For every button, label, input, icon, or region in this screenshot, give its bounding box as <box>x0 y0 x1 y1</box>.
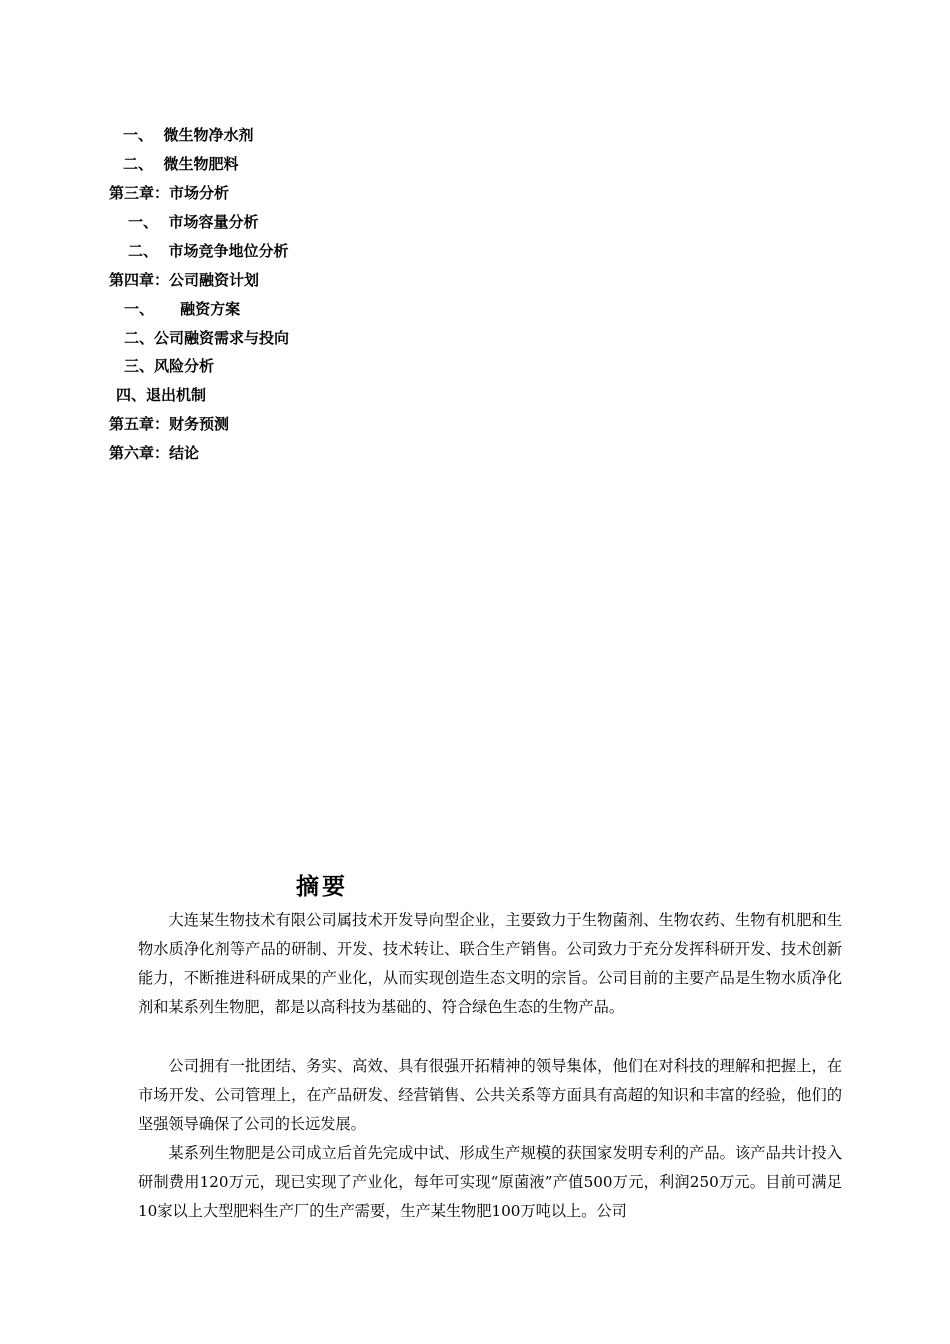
toc-chapter: 第三章：市场分析 <box>109 184 230 202</box>
abstract-paragraph: 公司拥有一批团结、务实、高效、具有很强开拓精神的领导集体，他们在对科技的理解和把握上，在市场开发、公司管理上，在产品研发、经营销售、公共关系等方面具有高超的知识和丰富的经验，他们的坚强领导确保了公司的长远发展。 <box>138 1057 842 1133</box>
abstract-title: 摘要 <box>296 874 348 900</box>
toc-item: 二、 微生物肥料 <box>123 155 239 173</box>
toc-item: 一、 市场容量分析 <box>128 213 259 231</box>
toc-chapter: 第六章：结论 <box>109 444 200 462</box>
abstract-paragraph: 大连某生物技术有限公司属技术开发导向型企业，主要致力于生物菌剂、生物农药、生物有机肥和生物水质净化剂等产品的研制、开发、技术转让、联合生产销售。公司致力于充分发挥科研开发、技术创新能力，不断推进科研成果的产业化，从而实现创造生态文明的宗旨。公司目前的主要产品是生物水质净化剂和某系列生物肥，都是以高科技为基础的、符合绿色生态的生物产品。 <box>138 911 842 1016</box>
toc-item: 四、退出机制 <box>116 386 207 404</box>
toc-chapter: 第四章：公司融资计划 <box>109 271 260 289</box>
abstract-paragraph: 某系列生物肥是公司成立后首先完成中试、形成生产规模的获国家发明专利的产品。该产品共计投入研制费用120万元，现已实现了产业化，每年可实现“原菌液”产值500万元，利润250万元。目前可满足10家以上大型肥料生产厂的生产需要，生产某生物肥100万吨以上。公司 <box>138 1144 842 1220</box>
toc-item: 一、 融资方案 <box>124 300 241 318</box>
toc-item: 二、公司融资需求与投向 <box>124 329 290 347</box>
toc-item: 一、 微生物净水剂 <box>123 126 254 144</box>
toc-chapter: 第五章：财务预测 <box>109 415 230 433</box>
toc-item: 二、 市场竞争地位分析 <box>128 242 289 260</box>
toc-item: 三、风险分析 <box>124 357 215 375</box>
